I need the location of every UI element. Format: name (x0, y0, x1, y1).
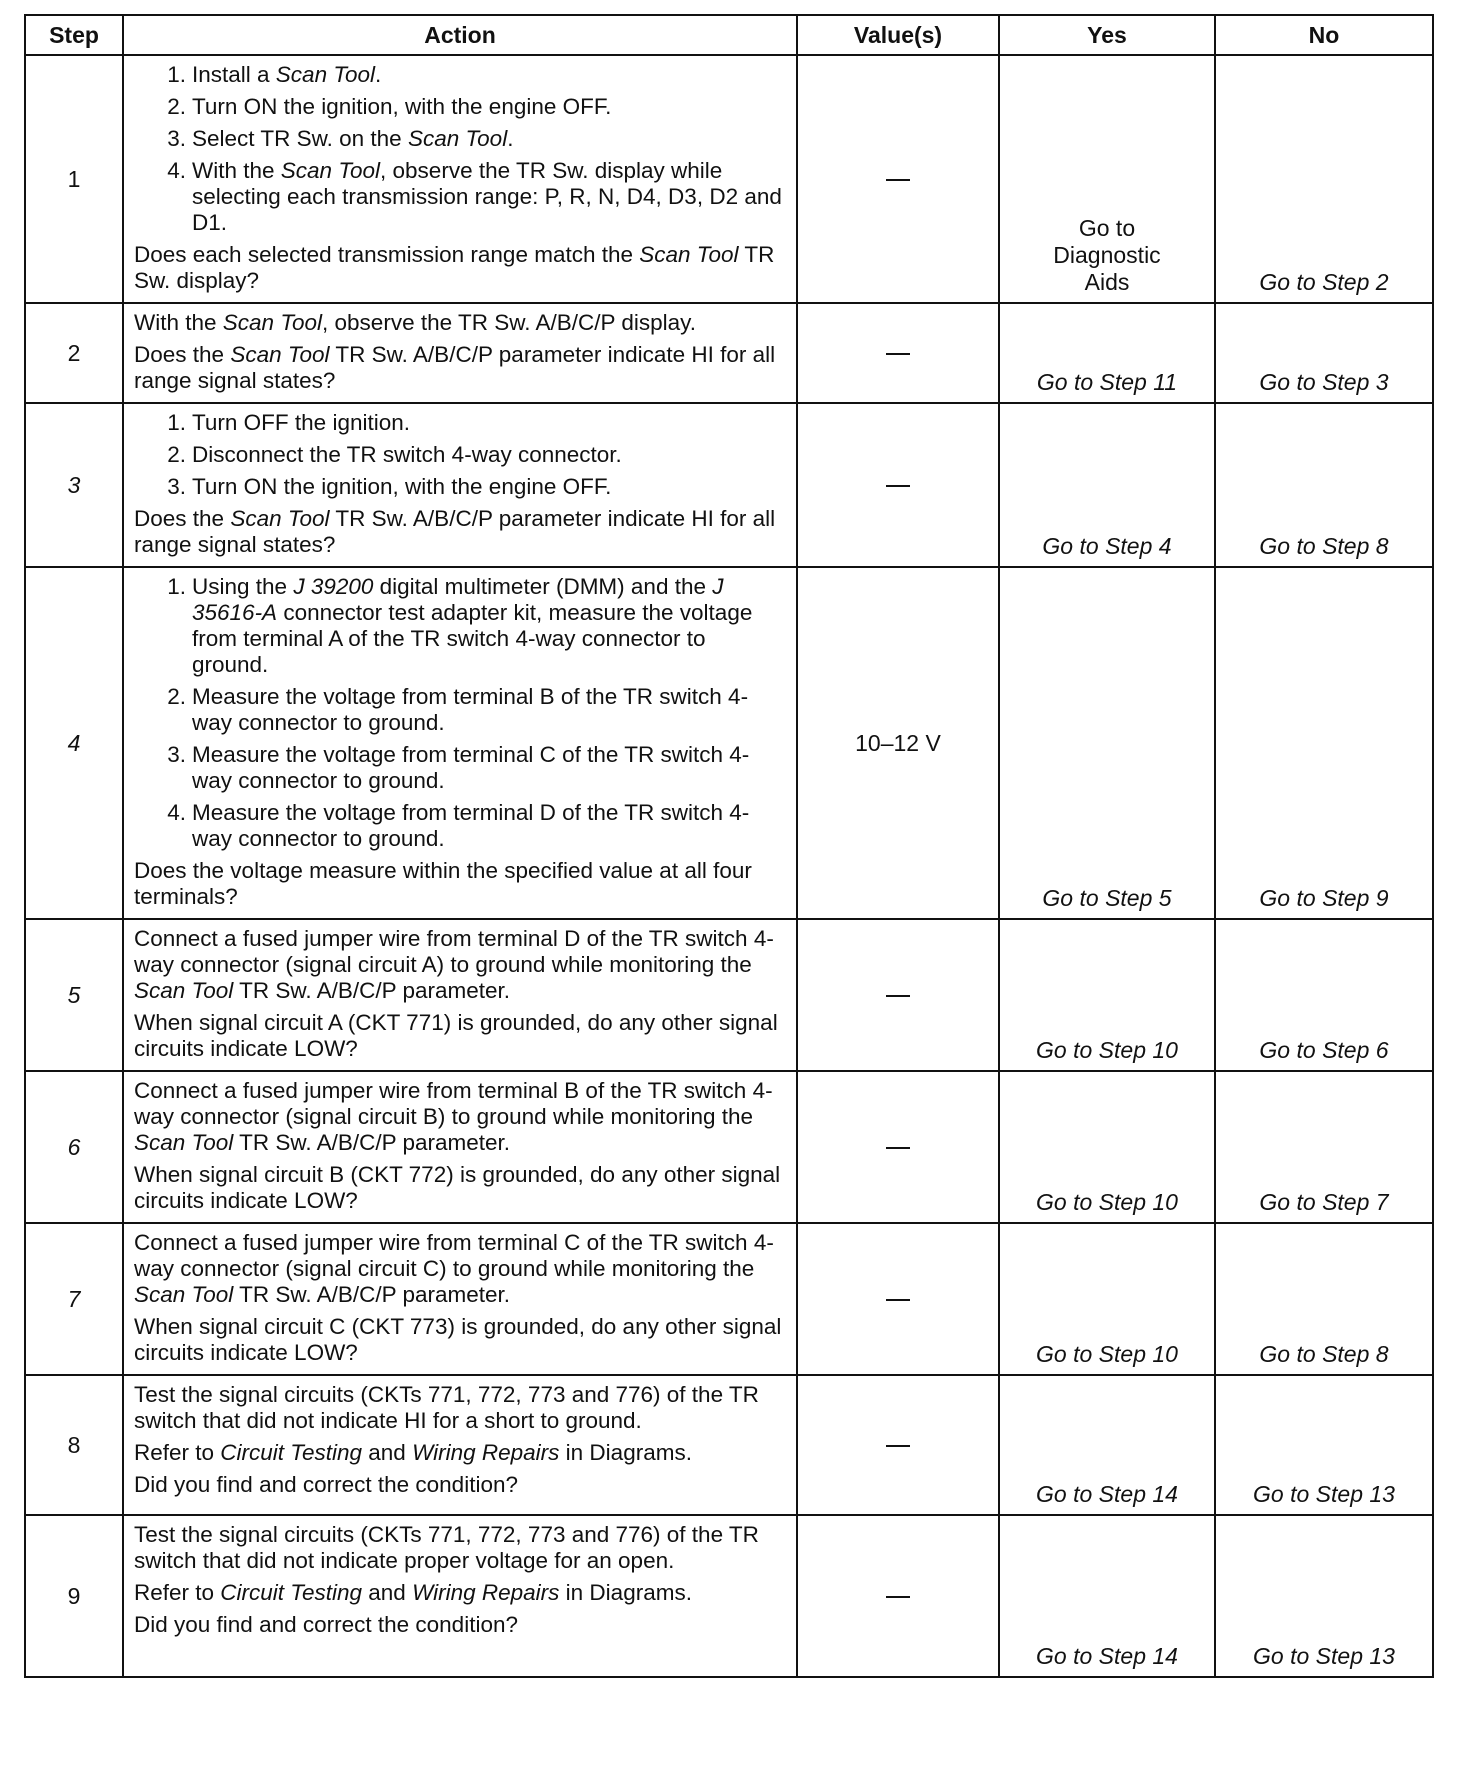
action-paragraph (134, 1440, 786, 1466)
text-segment: Circuit Testing (220, 1440, 363, 1465)
header-yes: Yes (999, 15, 1215, 55)
text-segment: Turn OFF the ignition. (192, 410, 411, 435)
action-question (134, 858, 786, 910)
step-number: 3 (25, 403, 123, 567)
step-number: 2 (25, 303, 123, 403)
text-segment: Using the (192, 574, 294, 599)
text-segment: Wiring Repairs (412, 1440, 560, 1465)
yes-action: Go to Step 14 (999, 1515, 1215, 1677)
value-cell (797, 55, 999, 303)
text-segment: and (362, 1580, 413, 1605)
text-segment: When signal circuit B (CKT 772) is grounded, do any other signal circuits indicate LOW? (134, 1162, 781, 1213)
text-segment: , observe the TR Sw. A/B/C/P display. (322, 310, 696, 335)
text-segment: With the (192, 158, 281, 183)
dash-mark (886, 1147, 910, 1149)
yes-action: Go to Step 5 (999, 567, 1215, 919)
text-segment: . (375, 62, 382, 87)
text-segment: Did you find and correct the condition? (134, 1612, 518, 1637)
action-question (134, 1010, 786, 1062)
text-segment: Scan Tool (222, 310, 323, 335)
action-cell (123, 567, 797, 919)
text-segment: Wiring Repairs (412, 1580, 560, 1605)
text-segment: , observe the TR Sw. display while selecting each transmission range: P, R, N, D4, D3, D2 and D1. (192, 158, 782, 235)
text-segment: TR Sw. A/B/C/P parameter. (233, 978, 511, 1003)
yes-action: Go to Step 10 (999, 919, 1215, 1071)
action-step-number: 4. (167, 800, 186, 825)
action-cell (123, 55, 797, 303)
action-step-item (134, 126, 786, 152)
action-step-number: 1. (167, 62, 186, 87)
text-segment: in Diagrams. (559, 1580, 692, 1605)
text-segment: Scan Tool (134, 978, 234, 1003)
action-step-item (134, 684, 786, 736)
yes-action: Go to Step 10 (999, 1223, 1215, 1375)
action-step-item (134, 94, 786, 120)
text-segment: Refer to (134, 1440, 221, 1465)
text-segment: Turn ON the ignition, with the engine OFF. (192, 474, 612, 499)
text-segment: digital multimeter (DMM) and the (373, 574, 713, 599)
text-segment: Scan Tool (134, 1282, 234, 1307)
text-segment: Scan Tool (230, 506, 330, 531)
text-segment: J 35616-A (192, 574, 724, 625)
action-question (134, 1612, 786, 1638)
text-segment: Does the (134, 506, 231, 531)
dash-mark (886, 1299, 910, 1301)
action-question (134, 242, 786, 294)
action-paragraph (134, 1078, 786, 1156)
text-segment: When signal circuit C (CKT 773) is grounded, do any other signal circuits indicate LOW? (134, 1314, 782, 1365)
text-segment: connector test adapter kit, measure the voltage from terminal A of the TR switch 4-way connector to ground. (192, 600, 753, 677)
action-cell (123, 1223, 797, 1375)
value-cell (797, 1375, 999, 1515)
header-row (25, 15, 1433, 55)
step-number: 7 (25, 1223, 123, 1375)
text-segment: Measure the voltage from terminal C of the TR switch 4-way connector to ground. (192, 742, 750, 793)
value-cell (797, 403, 999, 567)
dash-mark (886, 1596, 910, 1598)
text-segment: Scan Tool (275, 62, 376, 87)
text-segment: Does each selected transmission range match the (134, 242, 640, 267)
action-paragraph (134, 310, 786, 336)
action-step-number: 2. (167, 442, 186, 467)
action-step-number: 2. (167, 684, 186, 709)
value-cell (797, 1515, 999, 1677)
table-row (25, 1375, 1433, 1515)
step-number: 9 (25, 1515, 123, 1677)
text-segment: Test the signal circuits (CKTs 771, 772, 773 and 776) of the TR switch that did not indicate proper voltage for an open. (134, 1522, 759, 1573)
action-paragraph (134, 1580, 786, 1606)
action-cell (123, 1071, 797, 1223)
step-number: 8 (25, 1375, 123, 1515)
action-step-number: 3. (167, 474, 186, 499)
value-cell: 10–12 V (797, 567, 999, 919)
action-step-number: 4. (167, 158, 186, 183)
action-step-number: 1. (167, 410, 186, 435)
text-segment: and (362, 1440, 413, 1465)
text-segment: Turn ON the ignition, with the engine OFF. (192, 94, 612, 119)
text-segment: in Diagrams. (559, 1440, 692, 1465)
yes-action: Go to Step 4 (999, 403, 1215, 567)
action-question (134, 342, 786, 394)
text-segment: Connect a fused jumper wire from terminal B of the TR switch 4-way connector (signal circuit B) to ground while monitoring the (134, 1078, 773, 1129)
text-segment: J 39200 (293, 574, 374, 599)
dash-mark (886, 179, 910, 181)
yes-action: Go to Step 14 (999, 1375, 1215, 1515)
text-segment: Refer to (134, 1580, 221, 1605)
step-number: 5 (25, 919, 123, 1071)
action-step-item (134, 574, 786, 678)
text-segment: Measure the voltage from terminal D of the TR switch 4-way connector to ground. (192, 800, 750, 851)
text-segment: Scan Tool (407, 126, 508, 151)
no-action: Go to Step 2 (1215, 55, 1433, 303)
action-step-number: 3. (167, 742, 186, 767)
text-segment: Connect a fused jumper wire from terminal D of the TR switch 4-way connector (signal circuit A) to ground while monitoring the (134, 926, 774, 977)
action-step-item (134, 158, 786, 236)
text-segment: Scan Tool (280, 158, 381, 183)
value-cell (797, 1071, 999, 1223)
text-segment: Scan Tool (230, 342, 330, 367)
no-action: Go to Step 3 (1215, 303, 1433, 403)
no-action: Go to Step 13 (1215, 1515, 1433, 1677)
yes-action: Go to Step 11 (999, 303, 1215, 403)
action-question (134, 1314, 786, 1366)
yes-action: Go to Diagnostic Aids (999, 55, 1215, 303)
text-segment: Test the signal circuits (CKTs 771, 772, 773 and 776) of the TR switch that did not indicate HI for a short to ground. (134, 1382, 759, 1433)
header-value: Value(s) (797, 15, 999, 55)
dash-mark (886, 353, 910, 355)
text-segment: When signal circuit A (CKT 771) is grounded, do any other signal circuits indicate LOW? (134, 1010, 778, 1061)
no-action: Go to Step 8 (1215, 1223, 1433, 1375)
text-segment: Connect a fused jumper wire from terminal C of the TR switch 4-way connector (signal circuit C) to ground while monitoring the (134, 1230, 774, 1281)
action-step-item (134, 442, 786, 468)
yes-action: Go to Step 10 (999, 1071, 1215, 1223)
action-paragraph (134, 1230, 786, 1308)
no-action: Go to Step 9 (1215, 567, 1433, 919)
table-row (25, 1515, 1433, 1677)
text-segment: . (507, 126, 514, 151)
table-row (25, 1223, 1433, 1375)
action-step-number: 2. (167, 94, 186, 119)
action-cell (123, 403, 797, 567)
action-step-item (134, 474, 786, 500)
dash-mark (886, 1445, 910, 1447)
value-cell (797, 1223, 999, 1375)
table-body (25, 55, 1433, 1677)
action-question (134, 1472, 786, 1498)
action-step-number: 1. (167, 574, 186, 599)
text-segment: Did you find and correct the condition? (134, 1472, 518, 1497)
no-action: Go to Step 13 (1215, 1375, 1433, 1515)
value-cell (797, 303, 999, 403)
header-action: Action (123, 15, 797, 55)
header-no: No (1215, 15, 1433, 55)
dash-mark (886, 485, 910, 487)
action-step-item (134, 62, 786, 88)
text-segment: With the (134, 310, 223, 335)
no-action: Go to Step 8 (1215, 403, 1433, 567)
no-action: Go to Step 6 (1215, 919, 1433, 1071)
text-segment: Does the voltage measure within the specified value at all four terminals? (134, 858, 752, 909)
table-row (25, 303, 1433, 403)
text-segment: TR Sw. A/B/C/P parameter. (233, 1282, 511, 1307)
text-segment: TR Sw. A/B/C/P parameter indicate HI for all range signal states? (134, 342, 776, 393)
action-step-item (134, 742, 786, 794)
text-segment: Measure the voltage from terminal B of the TR switch 4-way connector to ground. (192, 684, 749, 735)
no-action: Go to Step 7 (1215, 1071, 1433, 1223)
step-number: 1 (25, 55, 123, 303)
table-row (25, 1071, 1433, 1223)
table-row (25, 919, 1433, 1071)
table-row (25, 567, 1433, 919)
action-paragraph (134, 926, 786, 1004)
action-question (134, 506, 786, 558)
text-segment: TR Sw. A/B/C/P parameter. (233, 1130, 511, 1155)
step-number: 6 (25, 1071, 123, 1223)
table-row (25, 55, 1433, 303)
text-segment: Does the (134, 342, 231, 367)
action-cell (123, 1515, 797, 1677)
action-cell (123, 303, 797, 403)
text-segment: Install a (192, 62, 276, 87)
dash-mark (886, 995, 910, 997)
step-number: 4 (25, 567, 123, 919)
action-cell (123, 919, 797, 1071)
value-cell (797, 919, 999, 1071)
text-segment: Select TR Sw. on the (192, 126, 408, 151)
action-question (134, 1162, 786, 1214)
table-row (25, 403, 1433, 567)
text-segment: TR Sw. display? (134, 242, 775, 293)
text-segment: Disconnect the TR switch 4-way connector. (192, 442, 622, 467)
action-step-number: 3. (167, 126, 186, 151)
text-segment: TR Sw. A/B/C/P parameter indicate HI for all range signal states? (134, 506, 776, 557)
action-paragraph (134, 1382, 786, 1434)
action-paragraph (134, 1522, 786, 1574)
action-step-item (134, 410, 786, 436)
text-segment: Circuit Testing (220, 1580, 363, 1605)
action-cell (123, 1375, 797, 1515)
header-step: Step (25, 15, 123, 55)
diagnostic-table (24, 14, 1434, 1678)
action-step-item (134, 800, 786, 852)
text-segment: Scan Tool (134, 1130, 234, 1155)
text-segment: Scan Tool (639, 242, 739, 267)
